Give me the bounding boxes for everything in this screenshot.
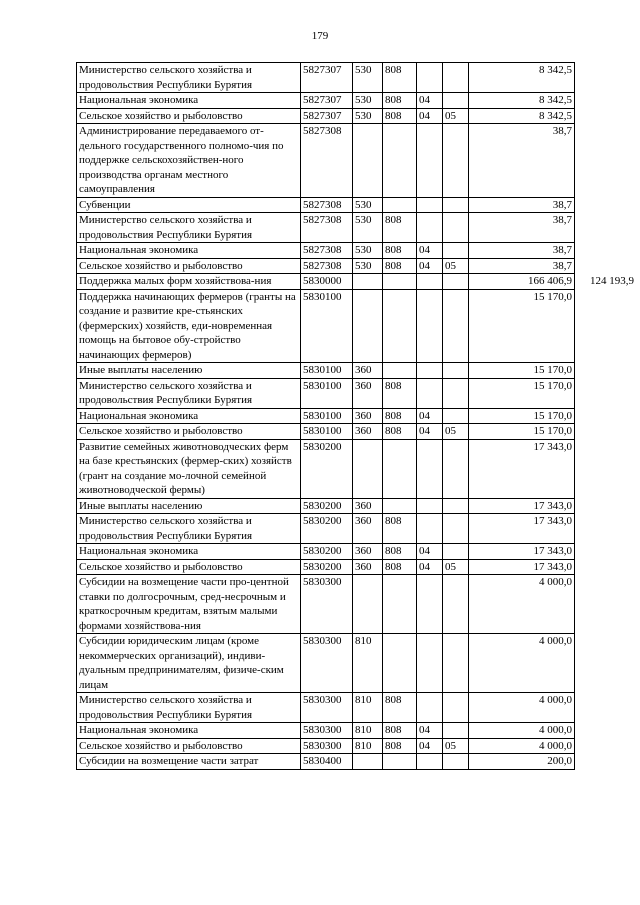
section-code-cell <box>417 63 443 93</box>
extra-amount-cell <box>575 439 637 498</box>
subsection-code-cell <box>443 93 469 109</box>
amount-cell: 15 170,0 <box>469 363 575 379</box>
amount-cell: 38,7 <box>469 213 575 243</box>
table-row <box>77 754 637 770</box>
subsection-code-cell: 05 <box>443 738 469 754</box>
extra-amount-cell <box>575 258 637 274</box>
subsection-code-cell <box>443 124 469 198</box>
extra-amount-cell <box>575 124 637 198</box>
subsection-code-cell: 05 <box>443 559 469 575</box>
subsection-code-cell <box>443 213 469 243</box>
section-code-cell: 04 <box>417 408 443 424</box>
subsection-code-cell: 05 <box>443 258 469 274</box>
row-name-cell: Субсидии на возмещение части про-центной ставки по долгосрочным, сред-несрочным и краткосрочным кредитам, взятым малыми формами хозяйствова-ния <box>77 575 301 634</box>
amount-cell: 4 000,0 <box>469 723 575 739</box>
row-name-cell: Субвенции <box>77 197 301 213</box>
target-article-code-cell: 5830300 <box>301 738 353 754</box>
expense-type-code-cell: 360 <box>353 559 383 575</box>
section-code-cell: 04 <box>417 738 443 754</box>
target-article-code-cell: 5830400 <box>301 754 353 770</box>
section-code-cell <box>417 693 443 723</box>
target-article-code-cell: 5827308 <box>301 258 353 274</box>
row-name-cell: Сельское хозяйство и рыболовство <box>77 108 301 124</box>
extra-amount-cell <box>575 363 637 379</box>
section-code-cell <box>417 754 443 770</box>
extra-amount-cell <box>575 738 637 754</box>
department-code-cell <box>383 289 417 363</box>
extra-amount-cell <box>575 108 637 124</box>
section-code-cell: 04 <box>417 723 443 739</box>
target-article-code-cell: 5830000 <box>301 274 353 290</box>
row-name-cell: Министерство сельского хозяйства и продовольствия Республики Бурятия <box>77 378 301 408</box>
section-code-cell: 04 <box>417 258 443 274</box>
target-article-code-cell: 5830100 <box>301 378 353 408</box>
department-code-cell: 808 <box>383 258 417 274</box>
section-code-cell: 04 <box>417 108 443 124</box>
target-article-code-cell: 5830200 <box>301 439 353 498</box>
table-row <box>77 575 637 634</box>
expense-type-code-cell: 530 <box>353 197 383 213</box>
department-code-cell <box>383 124 417 198</box>
extra-amount-cell <box>575 514 637 544</box>
expense-type-code-cell <box>353 575 383 634</box>
expense-type-code-cell <box>353 289 383 363</box>
row-name-cell: Национальная экономика <box>77 408 301 424</box>
subsection-code-cell <box>443 693 469 723</box>
extra-amount-cell <box>575 754 637 770</box>
subsection-code-cell <box>443 634 469 693</box>
row-name-cell: Субсидии на возмещение части затрат <box>77 754 301 770</box>
extra-amount-cell <box>575 634 637 693</box>
section-code-cell <box>417 498 443 514</box>
subsection-code-cell <box>443 754 469 770</box>
department-code-cell: 808 <box>383 559 417 575</box>
extra-amount-cell: 124 193,9 <box>590 274 634 287</box>
extra-amount-cell <box>575 63 637 93</box>
expense-type-code-cell: 530 <box>353 108 383 124</box>
target-article-code-cell: 5827307 <box>301 93 353 109</box>
expense-type-code-cell <box>353 124 383 198</box>
table-row <box>77 544 637 560</box>
amount-cell: 17 343,0 <box>469 498 575 514</box>
target-article-code-cell: 5830300 <box>301 723 353 739</box>
target-article-code-cell: 5830200 <box>301 544 353 560</box>
subsection-code-cell <box>443 63 469 93</box>
table-row <box>77 124 637 198</box>
subsection-code-cell <box>443 378 469 408</box>
section-code-cell: 04 <box>417 243 443 259</box>
table-row <box>77 197 637 213</box>
department-code-cell: 808 <box>383 723 417 739</box>
department-code-cell <box>383 274 417 290</box>
row-name-cell: Национальная экономика <box>77 723 301 739</box>
extra-amount-cell <box>575 243 637 259</box>
table-row <box>77 258 637 274</box>
subsection-code-cell: 05 <box>443 108 469 124</box>
table-row <box>77 424 637 440</box>
amount-cell: 17 343,0 <box>469 544 575 560</box>
extra-amount-cell <box>575 575 637 634</box>
amount-cell: 15 170,0 <box>469 289 575 363</box>
expense-type-code-cell: 530 <box>353 93 383 109</box>
budget-table <box>76 62 637 770</box>
row-name-cell: Министерство сельского хозяйства и продовольствия Республики Бурятия <box>77 213 301 243</box>
row-name-cell: Администрирование передаваемого от-дельного государственного полномо-чия по поддержке сельскохозяйствен-ного производства органам местного самоуправления <box>77 124 301 198</box>
table-row <box>77 213 637 243</box>
subsection-code-cell <box>443 289 469 363</box>
subsection-code-cell <box>443 197 469 213</box>
extra-amount-cell <box>575 408 637 424</box>
target-article-code-cell: 5827308 <box>301 243 353 259</box>
table-row <box>77 693 637 723</box>
department-code-cell: 808 <box>383 93 417 109</box>
table-row <box>77 243 637 259</box>
row-name-cell: Сельское хозяйство и рыболовство <box>77 738 301 754</box>
page-number: 179 <box>311 30 329 42</box>
amount-cell: 15 170,0 <box>469 424 575 440</box>
amount-cell: 15 170,0 <box>469 378 575 408</box>
expense-type-code-cell: 360 <box>353 363 383 379</box>
expense-type-code-cell: 810 <box>353 693 383 723</box>
department-code-cell <box>383 498 417 514</box>
subsection-code-cell <box>443 575 469 634</box>
amount-cell: 38,7 <box>469 124 575 198</box>
expense-type-code-cell: 360 <box>353 498 383 514</box>
extra-amount-cell <box>575 378 637 408</box>
table-row <box>77 63 637 93</box>
subsection-code-cell <box>443 514 469 544</box>
extra-amount-cell <box>575 289 637 363</box>
target-article-code-cell: 5830300 <box>301 575 353 634</box>
extra-amount-cell <box>575 197 637 213</box>
target-article-code-cell: 5830200 <box>301 498 353 514</box>
target-article-code-cell: 5830100 <box>301 408 353 424</box>
department-code-cell: 808 <box>383 243 417 259</box>
amount-cell: 38,7 <box>469 243 575 259</box>
department-code-cell: 808 <box>383 514 417 544</box>
target-article-code-cell: 5830200 <box>301 514 353 544</box>
section-code-cell: 04 <box>417 424 443 440</box>
amount-cell: 200,0 <box>469 754 575 770</box>
extra-amount-cell <box>575 424 637 440</box>
expense-type-code-cell <box>353 274 383 290</box>
amount-cell: 38,7 <box>469 258 575 274</box>
extra-amount-cell <box>575 498 637 514</box>
department-code-cell <box>383 634 417 693</box>
amount-cell: 4 000,0 <box>469 693 575 723</box>
subsection-code-cell <box>443 363 469 379</box>
section-code-cell <box>417 514 443 544</box>
row-name-cell: Министерство сельского хозяйства и продовольствия Республики Бурятия <box>77 514 301 544</box>
expense-type-code-cell: 530 <box>353 213 383 243</box>
department-code-cell: 808 <box>383 63 417 93</box>
department-code-cell: 808 <box>383 213 417 243</box>
section-code-cell <box>417 289 443 363</box>
department-code-cell <box>383 197 417 213</box>
table-row <box>77 498 637 514</box>
expense-type-code-cell: 810 <box>353 634 383 693</box>
department-code-cell <box>383 439 417 498</box>
section-code-cell: 04 <box>417 544 443 560</box>
row-name-cell: Национальная экономика <box>77 544 301 560</box>
subsection-code-cell: 05 <box>443 424 469 440</box>
amount-cell: 8 342,5 <box>469 108 575 124</box>
section-code-cell <box>417 197 443 213</box>
amount-cell: 17 343,0 <box>469 559 575 575</box>
amount-cell: 166 406,9 <box>469 274 575 290</box>
section-code-cell <box>417 213 443 243</box>
expense-type-code-cell: 530 <box>353 243 383 259</box>
expense-type-code-cell: 360 <box>353 544 383 560</box>
row-name-cell: Поддержка начинающих фермеров (гранты на создание и развитие кре-стьянских (фермерских) хозяйств, еди-новременная помощь на бытовое обу-стройство начинающих фермеров) <box>77 289 301 363</box>
target-article-code-cell: 5827308 <box>301 124 353 198</box>
subsection-code-cell <box>443 274 469 290</box>
amount-cell: 38,7 <box>469 197 575 213</box>
subsection-code-cell <box>443 723 469 739</box>
amount-cell: 17 343,0 <box>469 439 575 498</box>
subsection-code-cell <box>443 243 469 259</box>
section-code-cell <box>417 575 443 634</box>
row-name-cell: Сельское хозяйство и рыболовство <box>77 559 301 575</box>
expense-type-code-cell <box>353 439 383 498</box>
expense-type-code-cell <box>353 754 383 770</box>
target-article-code-cell: 5827308 <box>301 213 353 243</box>
amount-cell: 17 343,0 <box>469 514 575 544</box>
department-code-cell: 808 <box>383 693 417 723</box>
expense-type-code-cell: 360 <box>353 408 383 424</box>
subsection-code-cell <box>443 408 469 424</box>
extra-amount-cell <box>575 723 637 739</box>
table-row <box>77 274 637 290</box>
target-article-code-cell: 5830300 <box>301 634 353 693</box>
row-name-cell: Поддержка малых форм хозяйствова-ния <box>77 274 301 290</box>
table-row <box>77 378 637 408</box>
table-row <box>77 408 637 424</box>
department-code-cell <box>383 575 417 634</box>
row-name-cell: Сельское хозяйство и рыболовство <box>77 424 301 440</box>
target-article-code-cell: 5830100 <box>301 424 353 440</box>
extra-amount-cell <box>575 559 637 575</box>
amount-cell: 15 170,0 <box>469 408 575 424</box>
row-name-cell: Министерство сельского хозяйства и продовольствия Республики Бурятия <box>77 63 301 93</box>
row-name-cell: Национальная экономика <box>77 93 301 109</box>
target-article-code-cell: 5827308 <box>301 197 353 213</box>
expense-type-code-cell: 810 <box>353 723 383 739</box>
table-row <box>77 723 637 739</box>
row-name-cell: Сельское хозяйство и рыболовство <box>77 258 301 274</box>
extra-amount-cell <box>575 93 637 109</box>
section-code-cell <box>417 363 443 379</box>
section-code-cell <box>417 274 443 290</box>
amount-cell: 4 000,0 <box>469 575 575 634</box>
table-row <box>77 738 637 754</box>
amount-cell: 4 000,0 <box>469 738 575 754</box>
section-code-cell: 04 <box>417 93 443 109</box>
section-code-cell <box>417 124 443 198</box>
table-row <box>77 289 637 363</box>
row-name-cell: Развитие семейных животноводческих ферм на базе крестьянских (фермер-ских) хозяйств (грант на создание мо-лочной семейной животноводческой фермы) <box>77 439 301 498</box>
department-code-cell: 808 <box>383 408 417 424</box>
target-article-code-cell: 5827307 <box>301 108 353 124</box>
row-name-cell: Субсидии юридическим лицам (кроме некоммерческих организаций), индиви-дуальным предпринимателям, физиче-ским лицам <box>77 634 301 693</box>
table-row <box>77 514 637 544</box>
row-name-cell: Иные выплаты населению <box>77 498 301 514</box>
subsection-code-cell <box>443 544 469 560</box>
expense-type-code-cell: 530 <box>353 63 383 93</box>
section-code-cell <box>417 378 443 408</box>
table-row <box>77 93 637 109</box>
row-name-cell: Национальная экономика <box>77 243 301 259</box>
department-code-cell: 808 <box>383 544 417 560</box>
department-code-cell: 808 <box>383 424 417 440</box>
department-code-cell: 808 <box>383 378 417 408</box>
target-article-code-cell: 5827307 <box>301 63 353 93</box>
expense-type-code-cell: 360 <box>353 514 383 544</box>
table-row <box>77 559 637 575</box>
row-name-cell: Министерство сельского хозяйства и продовольствия Республики Бурятия <box>77 693 301 723</box>
subsection-code-cell <box>443 439 469 498</box>
extra-amount-cell <box>575 544 637 560</box>
row-name-cell: Иные выплаты населению <box>77 363 301 379</box>
subsection-code-cell <box>443 498 469 514</box>
target-article-code-cell: 5830200 <box>301 559 353 575</box>
expense-type-code-cell: 360 <box>353 424 383 440</box>
amount-cell: 8 342,5 <box>469 93 575 109</box>
section-code-cell <box>417 439 443 498</box>
target-article-code-cell: 5830100 <box>301 289 353 363</box>
department-code-cell <box>383 754 417 770</box>
department-code-cell <box>383 363 417 379</box>
table-row <box>77 439 637 498</box>
department-code-cell: 808 <box>383 108 417 124</box>
expense-type-code-cell: 360 <box>353 378 383 408</box>
expense-type-code-cell: 530 <box>353 258 383 274</box>
table-row <box>77 363 637 379</box>
extra-amount-cell <box>575 693 637 723</box>
target-article-code-cell: 5830100 <box>301 363 353 379</box>
amount-cell: 4 000,0 <box>469 634 575 693</box>
section-code-cell <box>417 634 443 693</box>
target-article-code-cell: 5830300 <box>301 693 353 723</box>
amount-cell: 8 342,5 <box>469 63 575 93</box>
table-row <box>77 108 637 124</box>
section-code-cell: 04 <box>417 559 443 575</box>
extra-amount-cell <box>575 213 637 243</box>
table-row <box>77 634 637 693</box>
expense-type-code-cell: 810 <box>353 738 383 754</box>
department-code-cell: 808 <box>383 738 417 754</box>
